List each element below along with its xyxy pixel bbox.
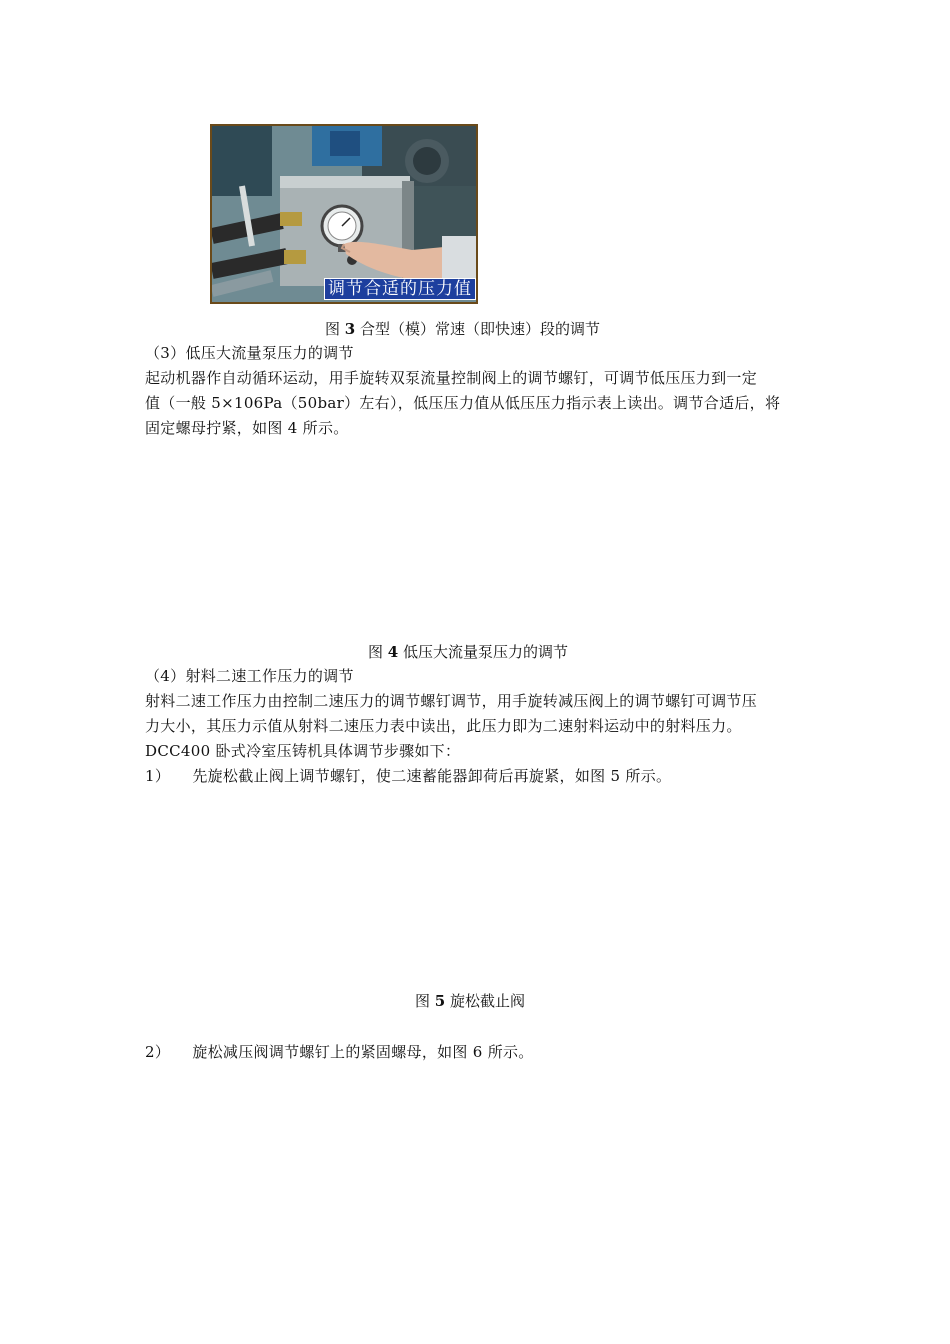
paragraph-line: 力大小，其压力示值从射料二速压力表中读出，此压力即为二速射料运动中的射料压力。 xyxy=(145,717,742,735)
hydraulic-valve-illustration xyxy=(212,126,476,302)
paragraph-line: 射料二速工作压力由控制二速压力的调节螺钉调节，用手旋转减压阀上的调节螺钉可调节压 xyxy=(145,692,758,710)
step-2 xyxy=(145,1041,534,1063)
caption-number: 4 xyxy=(387,643,399,661)
caption-text: 低压大流量泵压力的调节 xyxy=(403,643,569,661)
step-number: 2） xyxy=(145,1043,171,1061)
caption-text: 旋松截止阀 xyxy=(450,992,526,1010)
paragraph-line: 固定螺母拧紧，如图 4 所示。 xyxy=(145,419,349,437)
figure-5-caption xyxy=(415,990,525,1011)
step-1 xyxy=(145,765,671,787)
paragraph-line: DCC400 卧式冷室压铸机具体调节步骤如下： xyxy=(145,742,461,760)
caption-text: 合型（模）常速（即快速）段的调节 xyxy=(360,320,601,338)
section-4-heading: （4）射料二速工作压力的调节 xyxy=(145,667,354,685)
step-number: 1） xyxy=(145,767,171,785)
section-3-heading: （3）低压大流量泵压力的调节 xyxy=(145,344,354,362)
caption-prefix: 图 xyxy=(368,643,384,661)
caption-number: 3 xyxy=(344,320,356,338)
photo-banner: 调节合适的压力值 xyxy=(324,278,476,300)
caption-number: 5 xyxy=(434,992,446,1010)
step-text: 先旋松截止阀上调节螺钉，使二速蓄能器卸荷后再旋紧，如图 5 所示。 xyxy=(192,767,672,785)
paragraph-line: 值（一般 5×106Pa（50bar）左右），低压压力值从低压压力指示表上读出。调节合适后，将 xyxy=(145,394,781,412)
figure-3-caption xyxy=(325,318,600,339)
step-text: 旋松减压阀调节螺钉上的紧固螺母，如图 6 所示。 xyxy=(192,1043,534,1061)
caption-prefix: 图 xyxy=(325,320,341,338)
figure-3-photo xyxy=(210,124,478,304)
caption-prefix: 图 xyxy=(415,992,431,1010)
paragraph-line: 起动机器作自动循环运动，用手旋转双泵流量控制阀上的调节螺钉，可调节低压压力到一定 xyxy=(145,369,758,387)
figure-4-caption xyxy=(368,641,568,662)
